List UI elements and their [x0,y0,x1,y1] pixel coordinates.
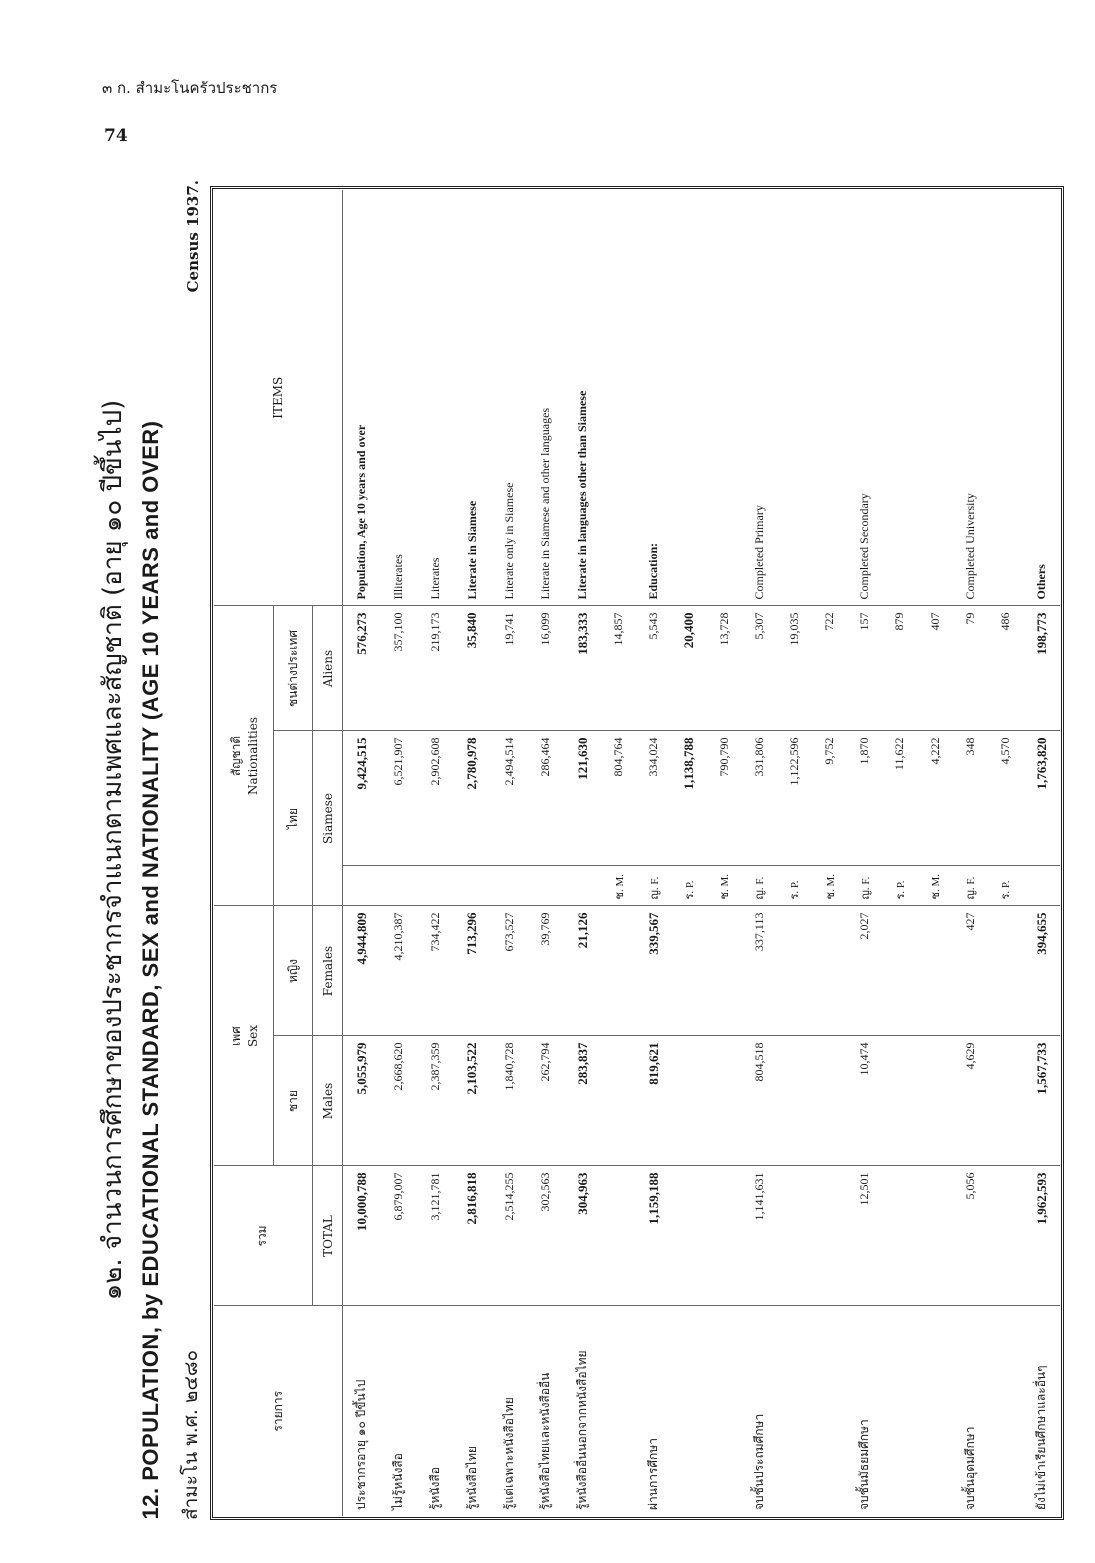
header-nationalities [214,606,274,906]
row-label-en: Population, Age 10 years and over [354,424,369,600]
cell-aliens: 79 [953,606,988,731]
cell-aliens: 879 [882,606,917,731]
page-number: 74 [104,126,128,146]
row-label-en: Literate in languages other than Siamese [575,390,590,600]
row-label-en: Literate in Siamese and other languages [538,407,553,600]
cell-siamese: 1,763,820 [1023,731,1060,866]
row-label-thai: จบชั้นมัธยมศึกษา [812,1306,918,1516]
table-row [527,190,564,1516]
cell-females: 427 [918,906,1024,1036]
row-label-thai: ไม่รู้หนังสือ [380,1306,417,1516]
cell-siamese: 9,752 [812,731,847,866]
header-items-thai: รายการ [214,1306,343,1516]
cell-aliens: 5,307 [742,606,777,731]
header-aliens-thai: ชนต่างประเทศ [274,606,312,731]
cell-sub: ร. P. [777,866,812,906]
header-females-thai: หญิง [274,906,312,1036]
cell-total: 12,501 [812,1166,918,1306]
cell-sub [417,866,454,906]
cell-siamese: 1,122,596 [777,731,812,866]
cell-sub [1023,866,1060,906]
cell-males: 1,840,728 [491,1036,528,1166]
cell-siamese: 1,138,788 [671,731,706,866]
cell-aliens: 19,741 [491,606,528,731]
row-label-en: Literate in Siamese [464,500,479,600]
cell-males: 4,629 [918,1036,1024,1166]
cell-aliens: 20,400 [671,606,706,731]
cell-sub [564,866,601,906]
header-males-en: Males [312,1036,342,1166]
header-nat-thai: สัญชาติ [229,735,244,777]
header-total-en: TOTAL [312,1166,342,1306]
cell-total: 1,962,593 [1023,1166,1060,1306]
cell-total: 6,879,007 [380,1166,417,1306]
cell-aliens: 157 [847,606,882,731]
cell-siamese: 334,024 [636,731,671,866]
education-table [214,190,1060,1516]
cell-males: 283,837 [564,1036,601,1166]
census-year-thai: สำมะโน พ.ศ. ๒๔๘๐ [180,1349,202,1520]
cell-aliens: 16,099 [527,606,564,731]
table-row [380,190,417,1516]
cell-sub: ญ. F. [847,866,882,906]
cell-siamese: 1,870 [847,731,882,866]
header-siamese-thai: ไทย [274,731,312,906]
title-thai: ๑๒. จำนวนการศึกษาของประชากรจำแนกตามเพศและสัญชาติ (อายุ ๑๐ ปีขึ้นไป) [98,399,128,1301]
header-females-en: Females [312,906,342,1036]
cell-males: 2,103,522 [454,1036,491,1166]
cell-sub: ร. P. [671,866,706,906]
row-label-en: Illiterates [391,554,406,600]
cell-total: 1,141,631 [707,1166,813,1306]
row-label-thai: รู้หนังสือ [417,1306,454,1516]
row-label-en: Education: [646,542,661,600]
cell-females: 337,113 [707,906,813,1036]
cell-males: 819,621 [601,1036,707,1166]
cell-siamese: 348 [953,731,988,866]
cell-males: 2,387,359 [417,1036,454,1166]
row-label-thai: ประชากรอายุ ๑๐ ปีขึ้นไป [343,1306,381,1516]
row-label-en: Others [1034,564,1049,600]
cell-sub: ช. M. [918,866,953,906]
cell-total: 5,056 [918,1166,1024,1306]
row-label-en: Completed Secondary [857,493,872,600]
cell-males: 262,794 [527,1036,564,1166]
cell-aliens: 486 [988,606,1023,731]
cell-siamese: 2,494,514 [491,731,528,866]
cell-aliens: 35,840 [454,606,491,731]
row-label-thai: ยังไม่เข้าเรียนศึกษาและอื่นๆ [1023,1306,1060,1516]
cell-females: 339,567 [601,906,707,1036]
cell-siamese: 9,424,515 [343,731,381,866]
cell-aliens: 5,543 [636,606,671,731]
cell-aliens: 14,857 [601,606,636,731]
rotated-table-page [98,180,1070,1520]
cell-sub: ร. P. [882,866,917,906]
cell-sub [343,866,381,906]
cell-females: 4,210,387 [380,906,417,1036]
header-sex [214,906,274,1166]
table-row [564,190,601,1516]
census-year-english: Census 1937. [184,180,202,293]
cell-sub [491,866,528,906]
row-label-en: Completed University [962,493,977,600]
header-aliens-en: Aliens [312,606,342,731]
cell-sub [380,866,417,906]
cell-aliens: 183,333 [564,606,601,731]
cell-sub: ร. P. [988,866,1023,906]
cell-males: 804,518 [707,1036,813,1166]
table-row [707,190,742,1516]
cell-females: 394,655 [1023,906,1060,1036]
cell-aliens: 19,035 [777,606,812,731]
header-total-thai: รวม [214,1166,312,1306]
cell-males: 5,055,979 [343,1036,381,1166]
cell-aliens: 219,173 [417,606,454,731]
row-label-thai: จบชั้นประถมศึกษา [707,1306,813,1516]
row-label-thai: ผ่านการศึกษา [601,1306,707,1516]
cell-sub: ช. M. [601,866,636,906]
row-label-thai: รู้หนังสือไทยและหนังสืออื่น [527,1306,564,1516]
cell-aliens: 13,728 [707,606,742,731]
header-siamese-en: Siamese [312,731,342,906]
cell-females: 21,126 [564,906,601,1036]
cell-total: 2,816,818 [454,1166,491,1306]
row-label-thai: รู้แต่เฉพาะหนังสือไทย [491,1306,528,1516]
cell-sub: ญ. F. [742,866,777,906]
cell-aliens: 357,100 [380,606,417,731]
cell-sub [454,866,491,906]
cell-sub: ช. M. [707,866,742,906]
cell-total: 302,563 [527,1166,564,1306]
cell-aliens: 198,773 [1023,606,1060,731]
table-row [491,190,528,1516]
page-header: ๓ ก. สำมะโนครัวประชากร [102,79,278,97]
row-label-en: Literates [427,557,442,600]
cell-total: 10,000,788 [343,1166,381,1306]
cell-siamese: 4,222 [918,731,953,866]
table-row [918,190,953,1516]
title-english: 12. POPULATION, by EDUCATIONAL STANDARD, SEX and NATIONALITY (AGE 10 YEARS and OVER) [138,420,163,1520]
header-males-thai: ชาย [274,1036,312,1166]
cell-siamese: 2,780,978 [454,731,491,866]
table-row [343,190,381,1516]
cell-total: 3,121,781 [417,1166,454,1306]
table-row [454,190,491,1516]
cell-siamese: 804,764 [601,731,636,866]
cell-aliens: 722 [812,606,847,731]
cell-siamese: 790,790 [707,731,742,866]
row-label-thai: รู้หนังสือไทย [454,1306,491,1516]
header-sex-thai: เพศ [229,1026,244,1046]
cell-total: 304,963 [564,1166,601,1306]
cell-siamese: 286,464 [527,731,564,866]
cell-sub: ญ. F. [953,866,988,906]
cell-males: 2,668,620 [380,1036,417,1166]
table-row [1023,190,1060,1516]
cell-females: 713,296 [454,906,491,1036]
cell-siamese: 121,630 [564,731,601,866]
table-row [812,190,847,1516]
cell-sub: ญ. F. [636,866,671,906]
header-sex-en: Sex [246,1024,261,1048]
cell-siamese: 4,570 [988,731,1023,866]
cell-males: 1,567,733 [1023,1036,1060,1166]
row-label-en: Literate only in Siamese [501,482,516,600]
row-label-thai: จบชั้นอุดมศึกษา [918,1306,1024,1516]
header-items-en: ITEMS [214,190,343,606]
cell-siamese: 6,521,907 [380,731,417,866]
cell-siamese: 2,902,608 [417,731,454,866]
cell-total: 2,514,255 [491,1166,528,1306]
table-row [601,190,636,1516]
row-label-thai: รู้หนังสืออื่นนอกจากหนังสือไทย [564,1306,601,1516]
cell-females: 673,527 [491,906,528,1036]
cell-females: 39,769 [527,906,564,1036]
cell-females: 4,944,809 [343,906,381,1036]
row-label-en: Completed Primary [751,505,766,600]
cell-sub: ช. M. [812,866,847,906]
cell-siamese: 331,806 [742,731,777,866]
cell-siamese: 11,622 [882,731,917,866]
header-nat-en: Nationalities [246,716,261,796]
cell-males: 10,474 [812,1036,918,1166]
table-row [417,190,454,1516]
cell-aliens: 576,273 [343,606,381,731]
cell-total: 1,159,188 [601,1166,707,1306]
cell-sub [527,866,564,906]
cell-females: 734,422 [417,906,454,1036]
cell-females: 2,027 [812,906,918,1036]
cell-aliens: 407 [918,606,953,731]
